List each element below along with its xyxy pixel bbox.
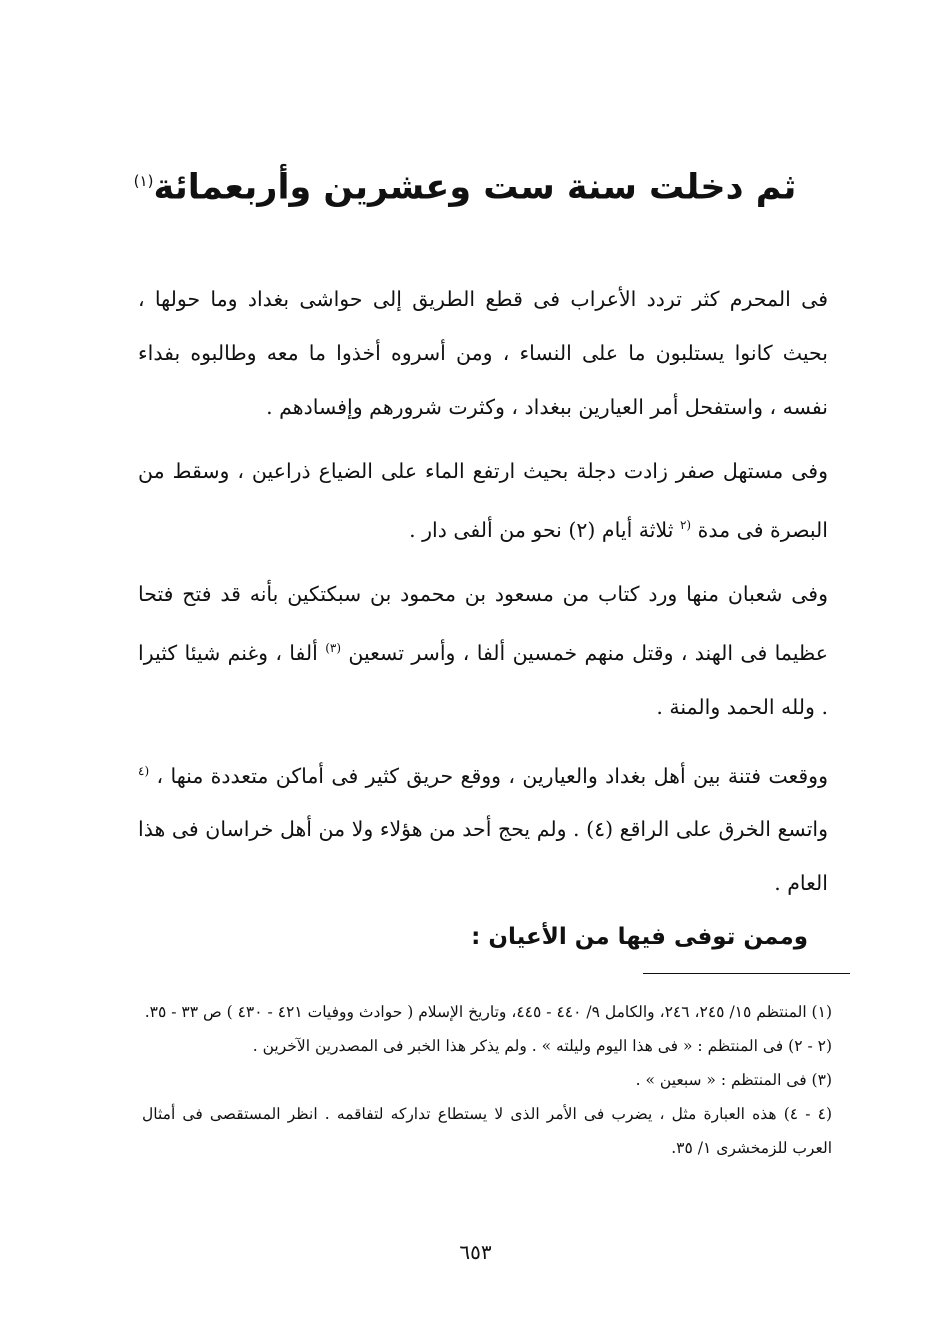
paragraph-text: واتسع الخرق على الراقع (٤) . ولم يحج أحد من هؤلاء ولا من أهل خراسان فى هذا العام . xyxy=(138,817,828,896)
paragraph-text: ثلاثة أيام (٢) نحو من ألفى دار . xyxy=(409,517,674,542)
footnote: (٤ - ٤) هذه العبارة مثل ، يضرب فى الأمر الذى لا يستطاع تداركه لتفاقمه . انظر المستقصى فى أمثال العرب للزمخشرى ١/ ٣٥. xyxy=(142,1105,832,1157)
paragraph-safar xyxy=(138,444,828,557)
footnote-marker: (٤ xyxy=(138,763,150,778)
chapter-title-text: ثم دخلت سنة ست وعشرين وأربعمائة xyxy=(153,168,797,209)
footnote-marker: (٣) xyxy=(325,640,342,655)
chapter-title xyxy=(120,151,810,218)
paragraph-muharram xyxy=(138,272,828,434)
footnote: (١) المنتظم ١٥/ ٢٤٥، ٢٤٦، والكامل ٩/ ٤٤٠ - ٤٤٥، وتاريخ الإسلام ( حوادث ووفيات ٤٢١ - ٤٣٠ ) ص ٣٣ - ٣٥. xyxy=(144,1003,832,1021)
footnote: (٣) فى المنتظم : « سبعين » . xyxy=(635,1071,832,1089)
paragraph-text: ألفا ، وغنم شيئا كثيرا . ولله الحمد والمنة . xyxy=(138,640,828,719)
paragraph-text: وفى شعبان منها ورد كتاب من مسعود بن محمود بن سبكتكين بأنه قد فتح فتحا عظيما فى الهند ، وقتل منهم خمسين ألفا ، وأسر تسعين xyxy=(138,581,828,665)
main-text xyxy=(138,272,828,920)
footnote-divider xyxy=(643,973,850,974)
paragraph-text: فى المحرم كثر تردد الأعراب فى قطع الطريق إلى حواشى بغداد وما حولها ، بحيث كانوا يستلبون ما على النساء ، ومن أسروه أخذوا ما معه وطالبوه بفداء نفسه ، واستفحل أمر العيارين ببغداد ، وكثرت شرورهم وإفسادهم . xyxy=(138,287,828,419)
paragraph-text: وفى مستهل صفر زادت دجلة بحيث ارتفع الماء على الضياع ذراعين ، وسقط من البصرة فى مدة xyxy=(138,459,828,542)
paragraph-fitna xyxy=(138,744,828,911)
title-footnote-marker: (١) xyxy=(133,172,154,191)
footnotes xyxy=(142,995,832,1165)
page-number: ٦٥٣ xyxy=(459,1240,492,1264)
paragraph-shaban xyxy=(138,567,828,734)
section-heading: وممن توفى فيها من الأعيان : xyxy=(471,924,808,951)
footnote: (٢ - ٢) فى المنتظم : « فى هذا اليوم وليلته » . ولم يذكر هذا الخبر فى المصدرين الآخرين . xyxy=(252,1037,832,1055)
footnote-marker: (٢ xyxy=(679,518,692,532)
paragraph-text: ووقعت فتنة بين أهل بغداد والعيارين ، ووقع حريق كثير فى أماكن متعددة منها ، xyxy=(156,763,828,788)
